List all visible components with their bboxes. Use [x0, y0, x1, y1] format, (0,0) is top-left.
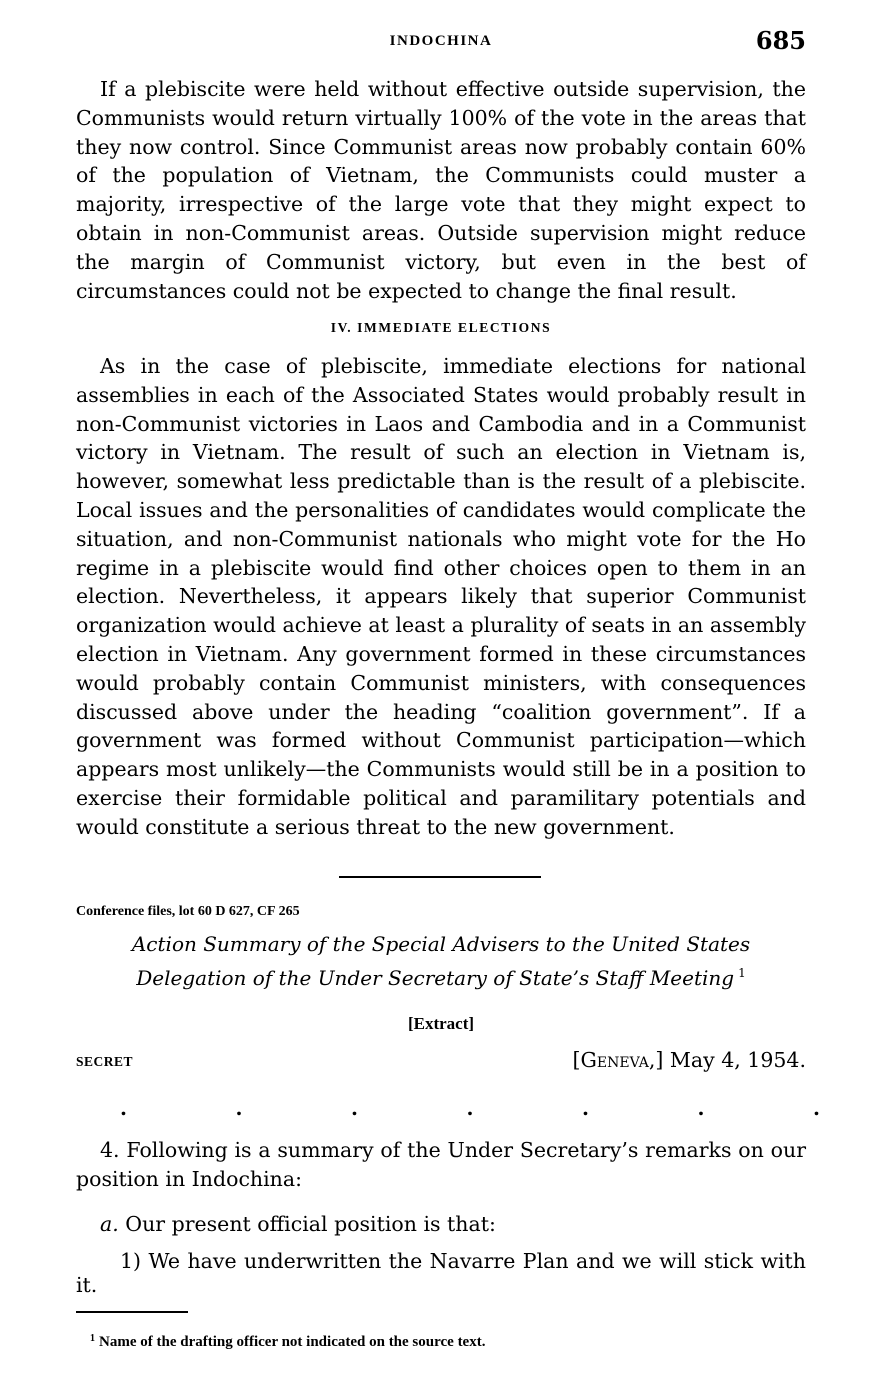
ellipsis-dot: . [466, 1096, 474, 1120]
ellipsis-dot: . [235, 1096, 243, 1120]
extract-label: [Extract] [407, 1014, 475, 1033]
elections-paragraph-block [76, 352, 806, 842]
dateline-place: Geneva [580, 1048, 649, 1072]
item-1-block [76, 1249, 806, 1297]
ellipsis-dot: . [120, 1096, 127, 1120]
footnote-number: 1 [90, 1333, 95, 1344]
source-note: Conference files, lot 60 D 627, CF 265 [76, 904, 300, 919]
plebiscite-paragraph-block [76, 75, 806, 305]
footnote-rule [76, 1311, 188, 1313]
item-a [100, 1210, 806, 1239]
classification-marking: SECRET [76, 1054, 134, 1069]
ellipsis-dot: . [697, 1096, 705, 1120]
footnote [90, 1333, 790, 1351]
paragraph-elections: As in the case of plebiscite, immediate elections for national assemblies in each of the Associated States would probably result in non-Communist victories in Laos and Cambodia and in a Communist victory in Vietnam. The result of such an election in Vietnam is, however, somewhat less predictable than is the result of a plebiscite. Local issues and the personalities of candidates would complicate the situation, and non-Communist nationals who might vote for the Ho regime in a plebiscite would find other choices open to them in an election. Nevertheless, it appears likely that superior Communist organization would achieve at least a plurality of seats in an assembly election in Vietnam. Any government formed in these circumstances would probably contain Communist ministers, with consequences discussed above under the heading “coalition government”. If a government was formed without Communist participation—which appears most unlikely—the Communists would still be in a position to exercise their formidable political and paramilitary potentials and would constitute a serious threat to the new government. [76, 354, 806, 839]
running-title: INDOCHINA [389, 33, 493, 49]
document-title [76, 930, 806, 993]
paragraph-4: 4. Following is a summary of the Under Secretary’s remarks on our position in Indochina: [76, 1138, 806, 1191]
paragraph-plebiscite: If a plebiscite were held without effective outside supervision, the Communists would return virtually 100% of the vote in the areas that they now control. Since Communist areas now probably contain 60% of the population of Vietnam, the Communists could muster a majority, irrespective of the large vote that they might expect to obtain in non-Communist areas. Outside supervision might reduce the margin of Communist victory, but even in the best of circumstances could not be expected to change the final result. [76, 77, 806, 303]
document-title-line-2-text: Delegation of the Under Secretary of State’s Staff Meeting [136, 966, 735, 990]
footnote-reference[interactable]: 1 [738, 966, 746, 980]
dateline-date: ,] May 4, 1954. [648, 1048, 806, 1072]
dateline [573, 1048, 806, 1072]
ellipsis-dot: . [351, 1096, 358, 1120]
omission-ellipsis [120, 1096, 820, 1120]
running-header [76, 26, 806, 56]
ellipsis-dot: . [582, 1096, 589, 1120]
item-a-text: Our present official position is that: [125, 1212, 496, 1236]
item-a-marker: a. [100, 1212, 119, 1236]
dateline-open: [ [572, 1048, 581, 1072]
paragraph-4-block [76, 1136, 806, 1194]
document-title-line-2 [76, 959, 806, 993]
footnote-text: Name of the drafting officer not indicated on the source text. [99, 1334, 486, 1350]
section-separator [339, 876, 541, 878]
section-heading: IV. IMMEDIATE ELECTIONS [330, 320, 552, 335]
item-1: 1) We have underwritten the Navarre Plan and we will stick with it. [76, 1249, 806, 1297]
ellipsis-dot: . [813, 1096, 820, 1120]
document-title-line-1: Action Summary of the Special Advisers to the United States [131, 932, 751, 956]
page-number: 685 [755, 26, 806, 55]
